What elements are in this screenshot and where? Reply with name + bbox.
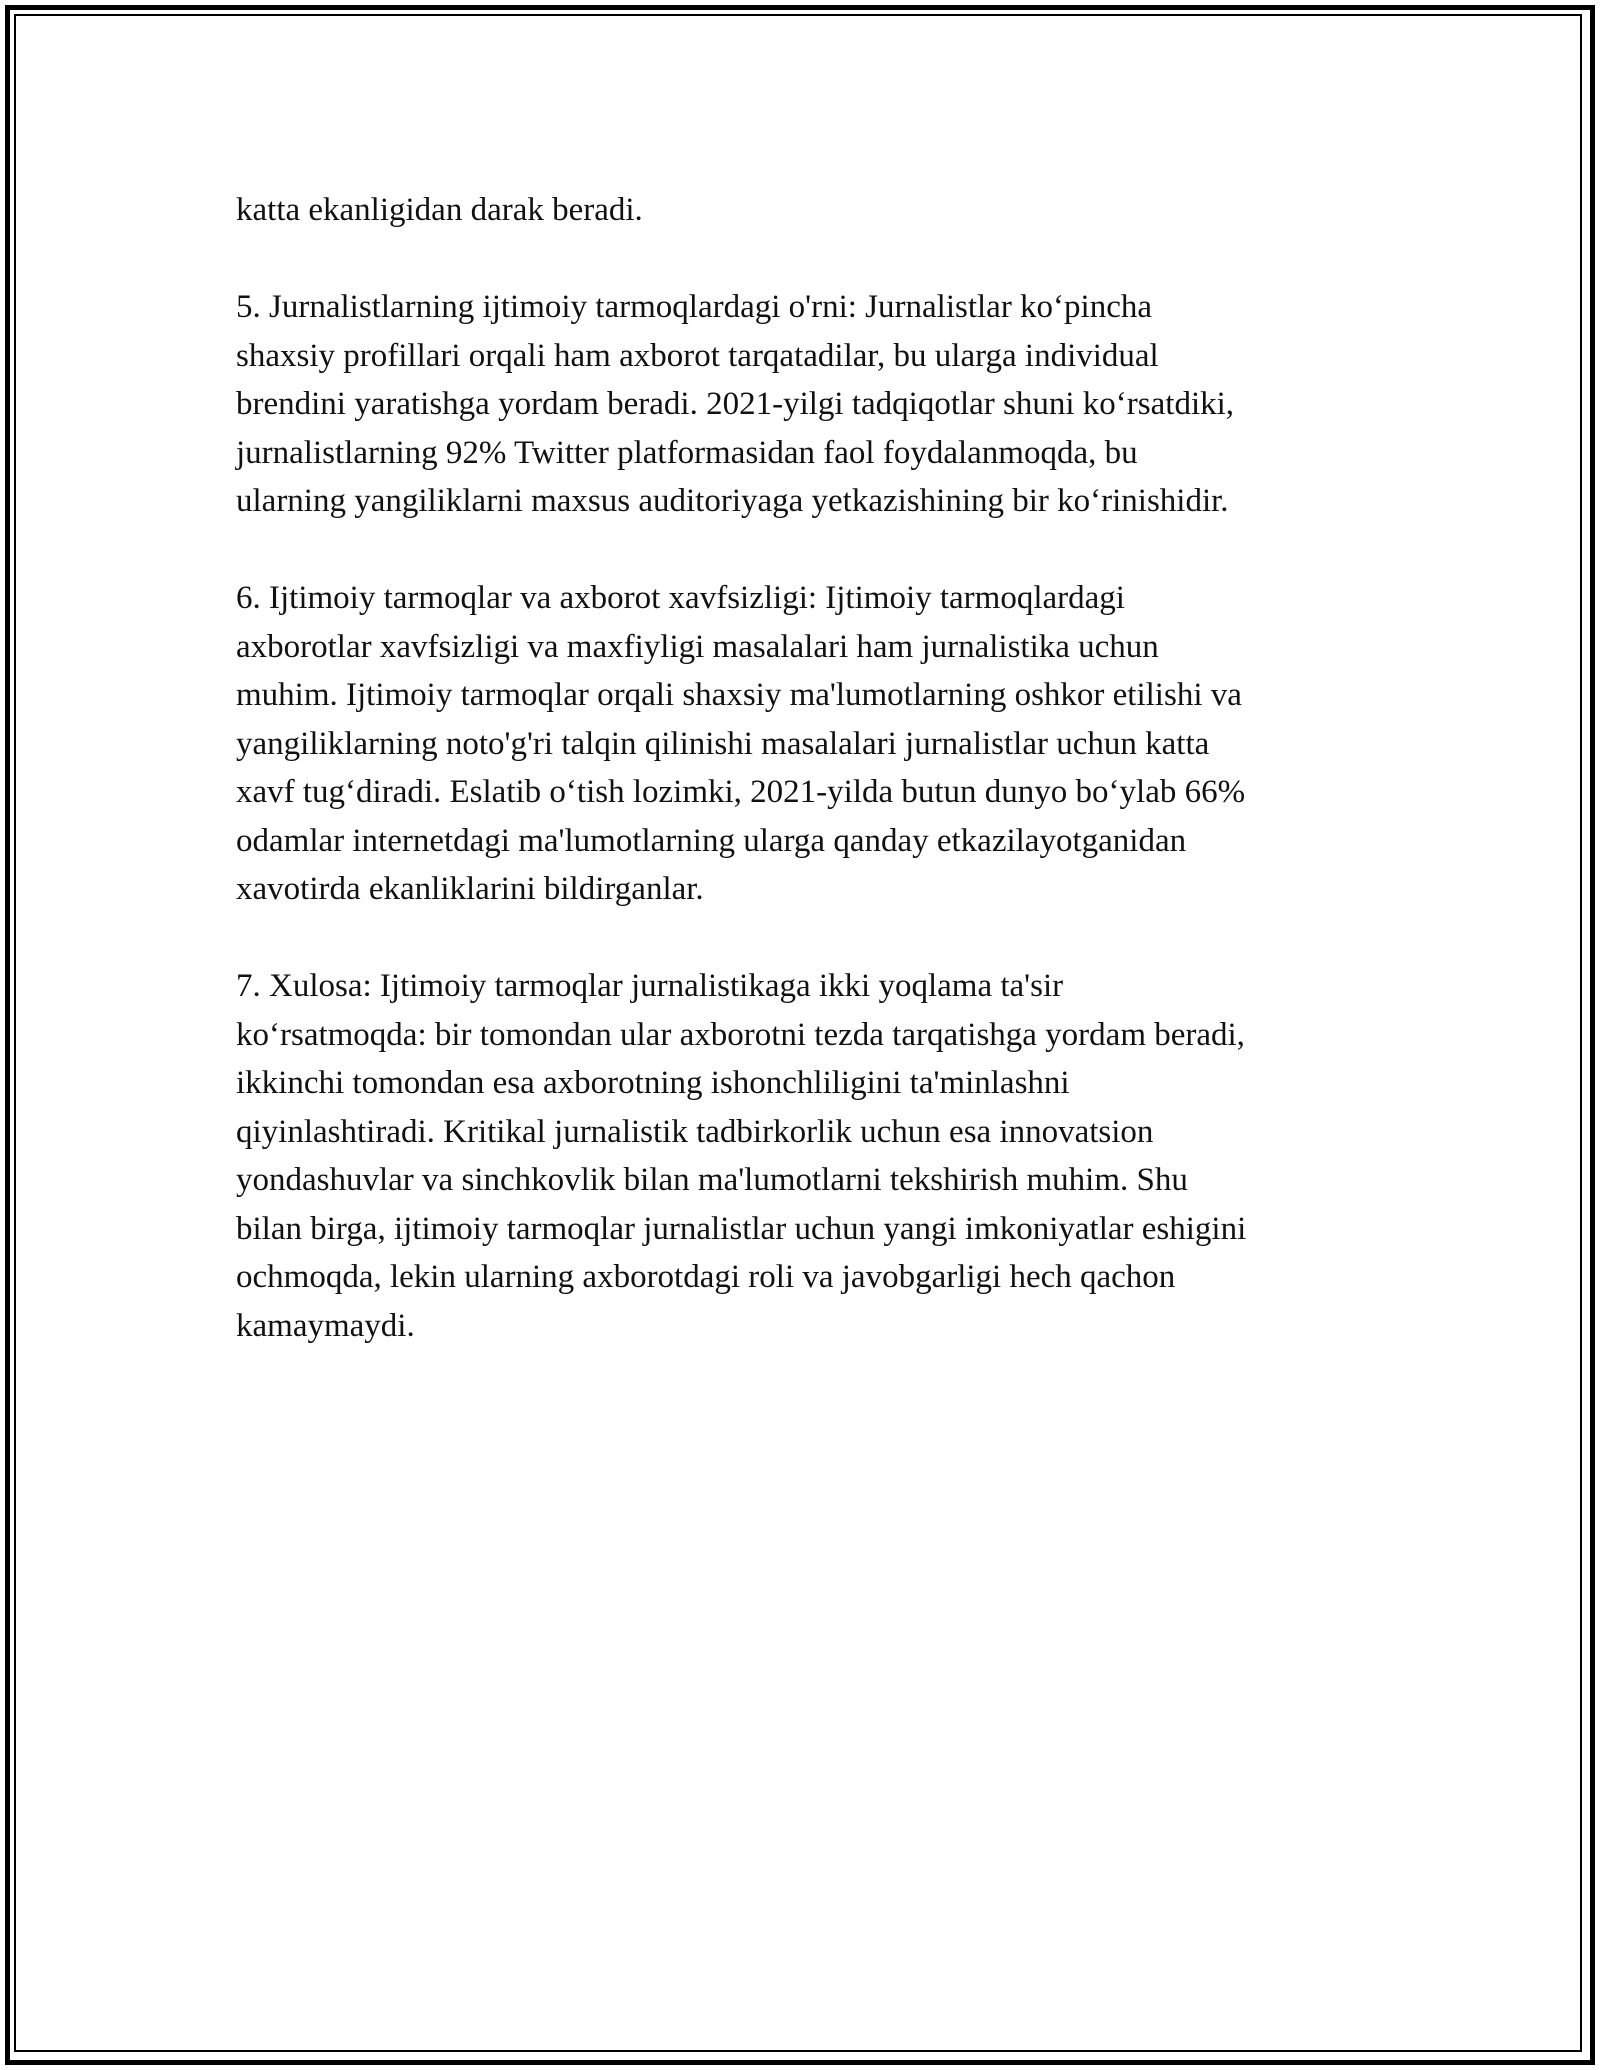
- text-line: axborotlar xavfsizligi va maxfiyligi masalalari ham jurnalistika uchun: [236, 628, 1159, 665]
- text-line: muhim. Ijtimoiy tarmoqlar orqali shaxsiy ma'lumotlarning oshkor etilishi va: [236, 677, 1242, 713]
- paragraph-conclusion: [236, 962, 1376, 1350]
- text-line: 6. Ijtimoiy tarmoqlar va axborot xavfsizligi: Ijtimoiy tarmoqlardagi: [236, 580, 1125, 616]
- text-line: odamlar internetdagi ma'lumotlarning ularga qanday etkazilayotganidan: [236, 822, 1187, 859]
- text-line: ikkinchi tomondan esa axborotning ishonchliligini ta'minlashni: [236, 1065, 1070, 1101]
- text-line: xavotirda ekanliklarini bildirganlar.: [236, 871, 704, 907]
- text-line: ularning yangiliklarni maxsus auditoriyaga yetkazishining bir ko‘rinishidir.: [236, 483, 1229, 519]
- text-line: qiyinlashtiradi. Kritikal jurnalistik tadbirkorlik uchun esa innovatsion: [236, 1113, 1154, 1150]
- text-line: yondashuvlar va sinchkovlik bilan ma'lumotlarni tekshirish muhim. Shu: [236, 1162, 1188, 1198]
- text-line: ochmoqda, lekin ularning axborotdagi roli va javobgarligi hech qachon: [236, 1259, 1176, 1295]
- text-line: 7. Xulosa: Ijtimoiy tarmoqlar jurnalistikaga ikki yoqlama ta'sir: [236, 968, 1064, 1004]
- text-line: 5. Jurnalistlarning ijtimoiy tarmoqlardagi o'rni: Jurnalistlar ko‘pincha: [236, 289, 1153, 325]
- text-line: xavf tug‘diradi. Eslatib o‘tish lozimki, 2021-yilda butun dunyo bo‘ylab 66%: [236, 774, 1246, 810]
- document-body: [236, 186, 1376, 1399]
- text-line: kamaymaydi.: [236, 1307, 415, 1344]
- paragraph-information-security: [236, 574, 1376, 914]
- paragraph-journalists-role: [236, 283, 1376, 526]
- text-line: ko‘rsatmoqda: bir tomondan ular axborotni tezda tarqatishga yordam beradi,: [236, 1016, 1245, 1053]
- text-line: shaxsiy profillari orqali ham axborot tarqatadilar, bu ularga individual: [236, 337, 1159, 374]
- text-line: brendini yaratishga yordam beradi. 2021-yilgi tadqiqotlar shuni ko‘rsatdiki,: [236, 386, 1235, 422]
- paragraph-continuation: [236, 186, 1376, 235]
- text-line: bilan birga, ijtimoiy tarmoqlar jurnalistlar uchun yangi imkoniyatlar eshigini: [236, 1210, 1247, 1247]
- text-line: katta ekanligidan darak beradi.: [236, 192, 643, 228]
- text-line: yangiliklarning noto'g'ri talqin qilinishi masalalari jurnalistlar uchun katta: [236, 725, 1210, 762]
- text-line: jurnalistlarning 92% Twitter platformasidan faol foydalanmoqda, bu: [236, 434, 1138, 471]
